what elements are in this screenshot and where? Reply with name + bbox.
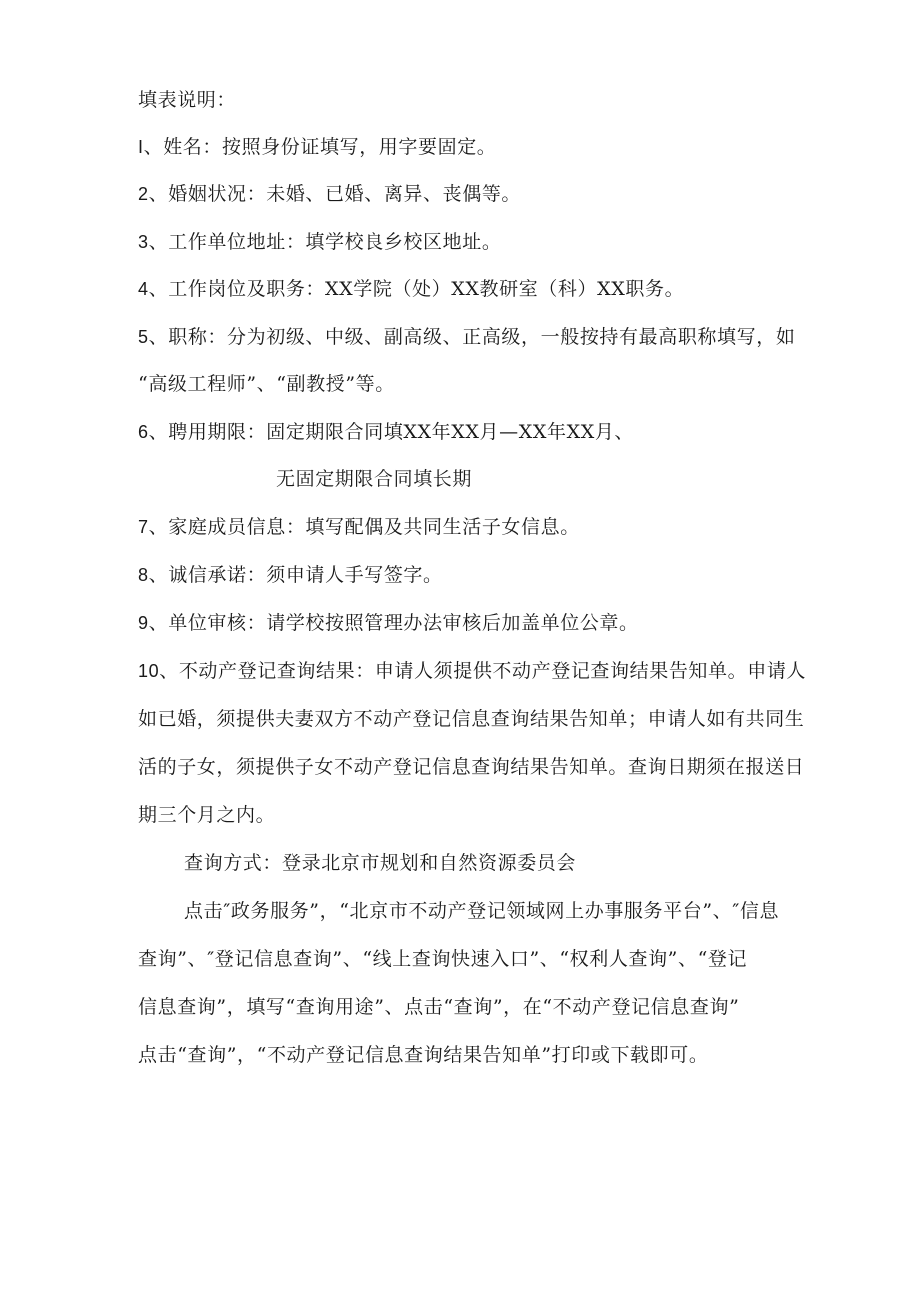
click-instructions-line: 查询”、″登记信息查询”、“线上查询快速入口”、“权利人查询”、“登记 <box>138 948 748 970</box>
item-text: 、婚姻状况：未婚、已婚、离异、丧偶等。 <box>148 183 522 205</box>
instructions-title: 填表说明： <box>138 89 237 111</box>
query-method: 查询方式：登录北京市规划和自然资源委员会 <box>184 852 577 874</box>
item-4 <box>138 277 883 301</box>
item-5-continuation: “高级工程师”、“副教授”等。 <box>138 373 395 395</box>
item-text: 、诚信承诺：须申请人手写签字。 <box>148 564 443 586</box>
item-number: 6 <box>138 422 149 442</box>
item-number: 2 <box>138 184 149 204</box>
item-8 <box>138 563 883 587</box>
item-2 <box>138 182 883 206</box>
item-10-continuation: 期三个月之内。 <box>138 804 276 826</box>
item-10 <box>138 659 883 683</box>
click-instructions-line: 点击″政务服务”，“北京市不动产登记领域网上办事服务平台”、″信息 <box>184 900 780 922</box>
click-instructions-line: 点击“查询”，“不动产登记信息查询结果告知单”打印或下载即可。 <box>138 1044 709 1066</box>
item-text: 、姓名：按照身份证填写，用字要固定。 <box>143 136 497 158</box>
item-number: 3 <box>138 232 149 252</box>
item-5 <box>138 325 883 349</box>
item-10-continuation: 活的子女，须提供子女不动产登记信息查询结果告知单。查询日期须在报送日 <box>138 756 805 778</box>
item-number: 7 <box>138 517 149 537</box>
item-3 <box>138 230 883 254</box>
item-number: 8 <box>138 565 149 585</box>
item-text: 、工作单位地址：填学校良乡校区地址。 <box>148 231 502 253</box>
item-text: 、聘用期限：固定期限合同填XX年XX月—XX年XX月、 <box>148 421 635 443</box>
item-number: I <box>138 137 144 157</box>
item-6-continuation: 无固定期限合同填长期 <box>276 468 473 490</box>
item-number: 5 <box>138 327 149 347</box>
item-6 <box>138 420 883 444</box>
item-text: 、不动产登记查询结果：申请人须提供不动产登记查询结果告知单。申请人 <box>159 660 807 682</box>
item-number: 4 <box>138 279 149 299</box>
item-7 <box>138 515 883 539</box>
item-text: 、家庭成员信息：填写配偶及共同生活子女信息。 <box>148 516 580 538</box>
item-text: 、职称：分为初级、中级、副高级、正高级，一般按持有最高职称填写，如 <box>148 326 796 348</box>
item-number: 10 <box>138 661 160 681</box>
item-number: 9 <box>138 613 149 633</box>
item-text: 、单位审核：请学校按照管理办法审核后加盖单位公章。 <box>148 612 639 634</box>
item-1 <box>138 135 883 159</box>
item-text: 、工作岗位及职务：XX学院（处）XX教研室（科）XX职务。 <box>148 278 685 300</box>
click-instructions-line: 信息查询”，填写“查询用途”、点击“查询”，在“不动产登记信息查询” <box>138 996 740 1018</box>
item-9 <box>138 611 883 635</box>
item-10-continuation: 如已婚，须提供夫妻双方不动产登记信息查询结果告知单；申请人如有共同生 <box>138 708 805 730</box>
